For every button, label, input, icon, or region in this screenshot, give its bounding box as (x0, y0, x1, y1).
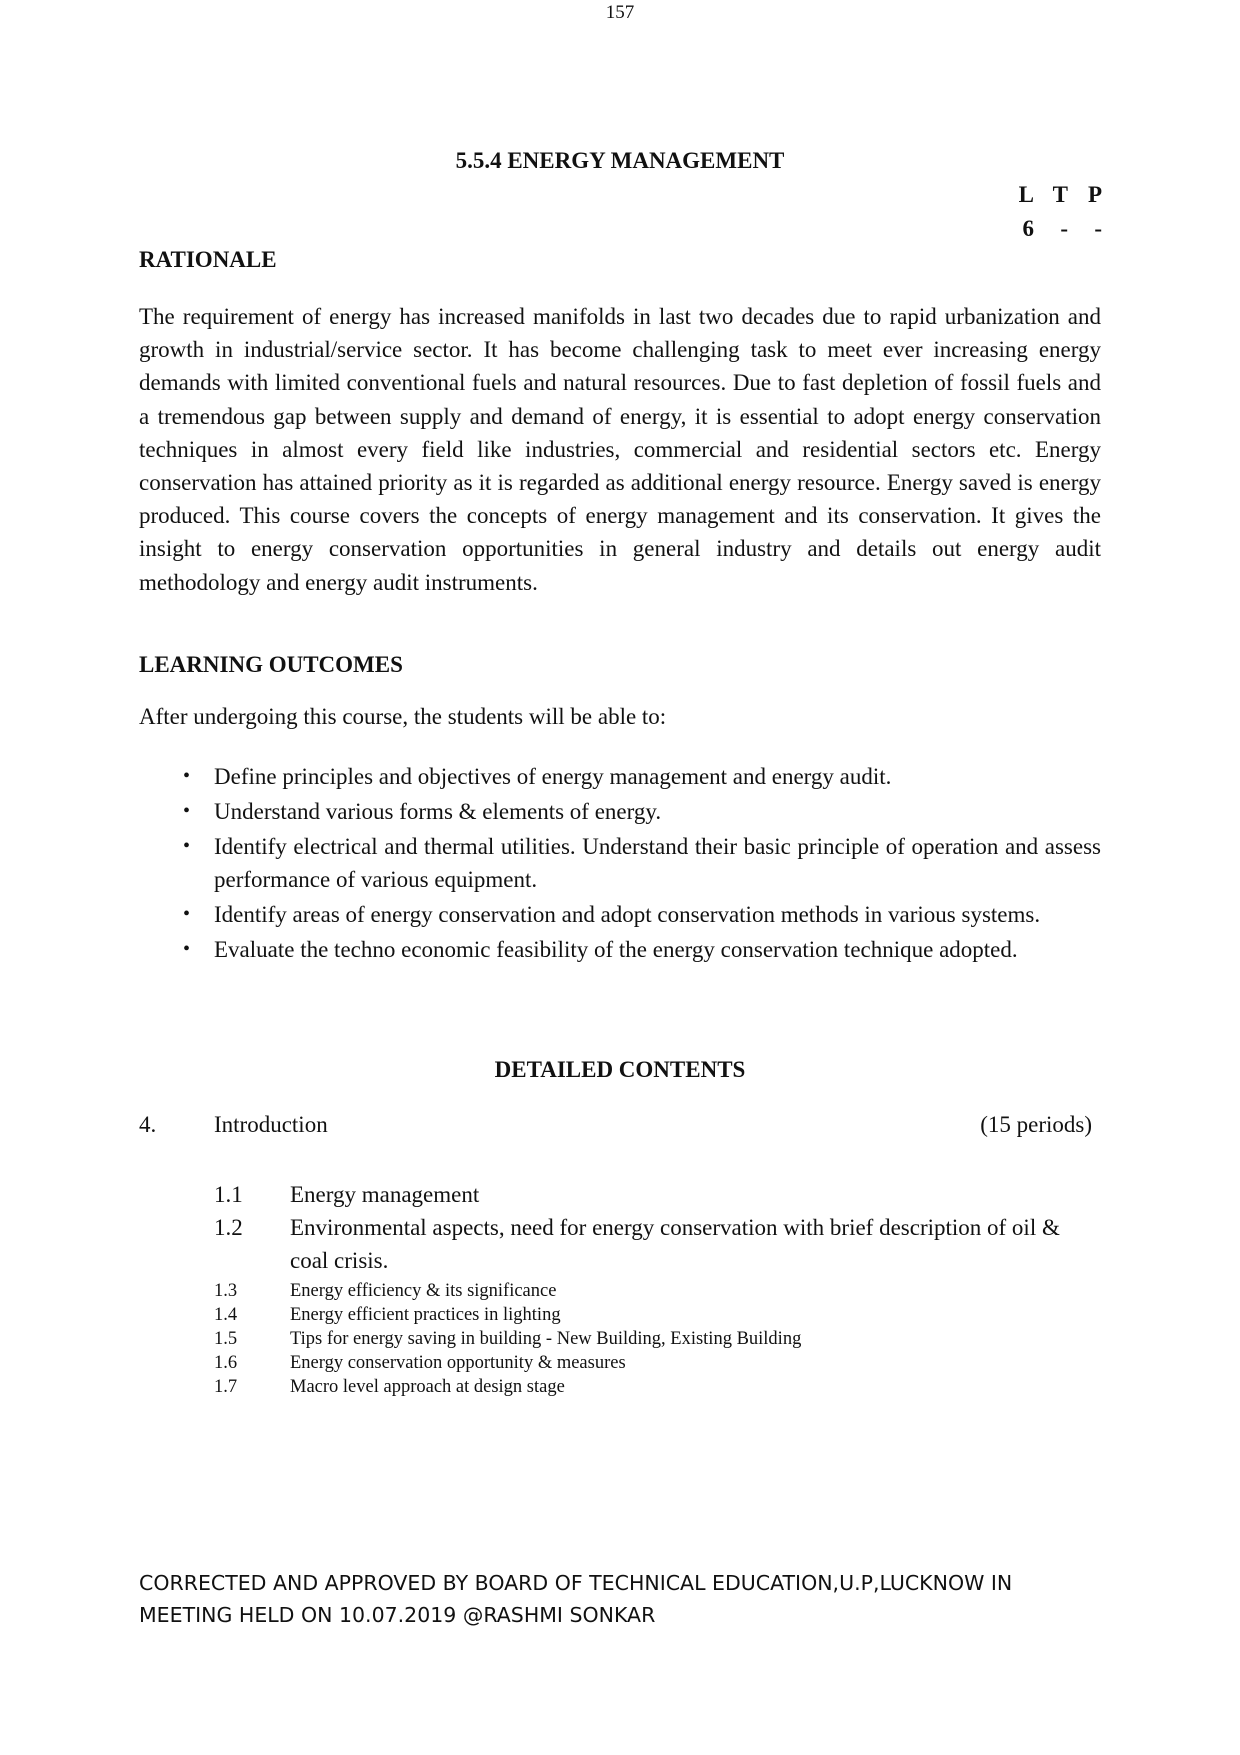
ltp-value-t: - (1060, 216, 1068, 241)
topic-text: Energy efficient practices in lighting (290, 1305, 561, 1325)
rationale-heading: RATIONALE (139, 247, 277, 272)
topic-item (214, 1375, 1094, 1399)
learning-outcomes-heading: LEARNING OUTCOMES (139, 652, 403, 677)
topic-number: 1.1 (214, 1182, 243, 1207)
topic-number: 1.4 (214, 1305, 238, 1325)
course-title: 5.5.4 ENERGY MANAGEMENT (455, 148, 785, 173)
topic-text: Energy conservation opportunity & measures (290, 1353, 626, 1373)
ltp-header-p: P (1087, 182, 1102, 207)
topic-text: Environmental aspects, need for energy conservation with brief description of oil & coal crisis. (290, 1215, 1060, 1273)
learning-outcomes-intro: After undergoing this course, the students will be able to: (139, 704, 667, 729)
topic-number: 1.5 (214, 1329, 238, 1349)
rationale-text: The requirement of energy has increased manifolds in last two decades due to rapid urbanization and growth in industrial/service sector. It has become challenging task to meet ever increasing energy demands with limited conventional fuels and natural resources. Due to fast depletion of fossil fuels and a tremendous gap between supply and demand of energy, it is essential to adopt energy conservation techniques in almost every field like industries, commercial and residential sectors etc. Energy conservation has attained priority as it is regarded as additional energy resource. Energy saved is energy produced. This course covers the concepts of energy management and its conservation. It gives the insight to energy conservation opportunities in general industry and details out energy audit methodology and energy audit instruments. (139, 304, 1101, 595)
topic-item (214, 1327, 1094, 1351)
topic-text: Energy efficiency & its significance (290, 1281, 557, 1301)
ltp-value-p: - (1094, 216, 1102, 241)
topic-number: 1.6 (214, 1353, 238, 1373)
outcome-item: • Identify areas of energy conservation and adopt conservation methods in various systems. (183, 898, 1101, 931)
topic-number: 1.2 (214, 1215, 243, 1240)
unit-title: Introduction (214, 1112, 328, 1137)
topic-item (214, 1303, 1094, 1327)
topic-item (214, 1279, 1094, 1303)
unit-periods: (15 periods) (980, 1112, 1092, 1137)
topic-item (214, 1178, 1094, 1211)
ltp-value-l: 6 (1022, 216, 1034, 241)
outcome-item: • Understand various forms & elements of energy. (183, 795, 1101, 828)
topic-number: 1.7 (214, 1377, 238, 1397)
outcome-item: • Define principles and objectives of energy management and energy audit. (183, 760, 1101, 793)
ltp-header-row (1000, 182, 1102, 208)
ltp-header-t: T (1052, 182, 1068, 207)
ltp-header-l: L (1018, 182, 1034, 207)
outcome-item: • Evaluate the techno economic feasibility of the energy conservation technique adopted. (183, 933, 1101, 966)
topic-text: Energy management (290, 1182, 480, 1207)
footer-line-2: MEETING HELD ON 10.07.2019 @RASHMI SONKAR (139, 1603, 656, 1627)
learning-outcomes-list (183, 760, 1101, 968)
ltp-value-row (1000, 216, 1102, 242)
unit-number: 4. (139, 1112, 157, 1137)
topic-text: Macro level approach at design stage (290, 1377, 565, 1397)
approval-footer (139, 1567, 1012, 1631)
page-number: 157 (605, 2, 635, 23)
topic-number: 1.3 (214, 1281, 238, 1301)
outcome-item: • Identify electrical and thermal utilities. Understand their basic principle of operation and assess performance of various equipment. (183, 830, 1101, 896)
footer-line-1: CORRECTED AND APPROVED BY BOARD OF TECHNICAL EDUCATION,U.P,LUCKNOW IN (139, 1571, 1013, 1595)
topic-item (214, 1211, 1094, 1277)
detailed-contents-heading: DETAILED CONTENTS (494, 1057, 746, 1082)
topic-text: Tips for energy saving in building - New Building, Existing Building (290, 1329, 802, 1349)
unit-row (139, 1112, 1092, 1138)
topic-list (214, 1178, 1094, 1399)
topic-item (214, 1351, 1094, 1375)
